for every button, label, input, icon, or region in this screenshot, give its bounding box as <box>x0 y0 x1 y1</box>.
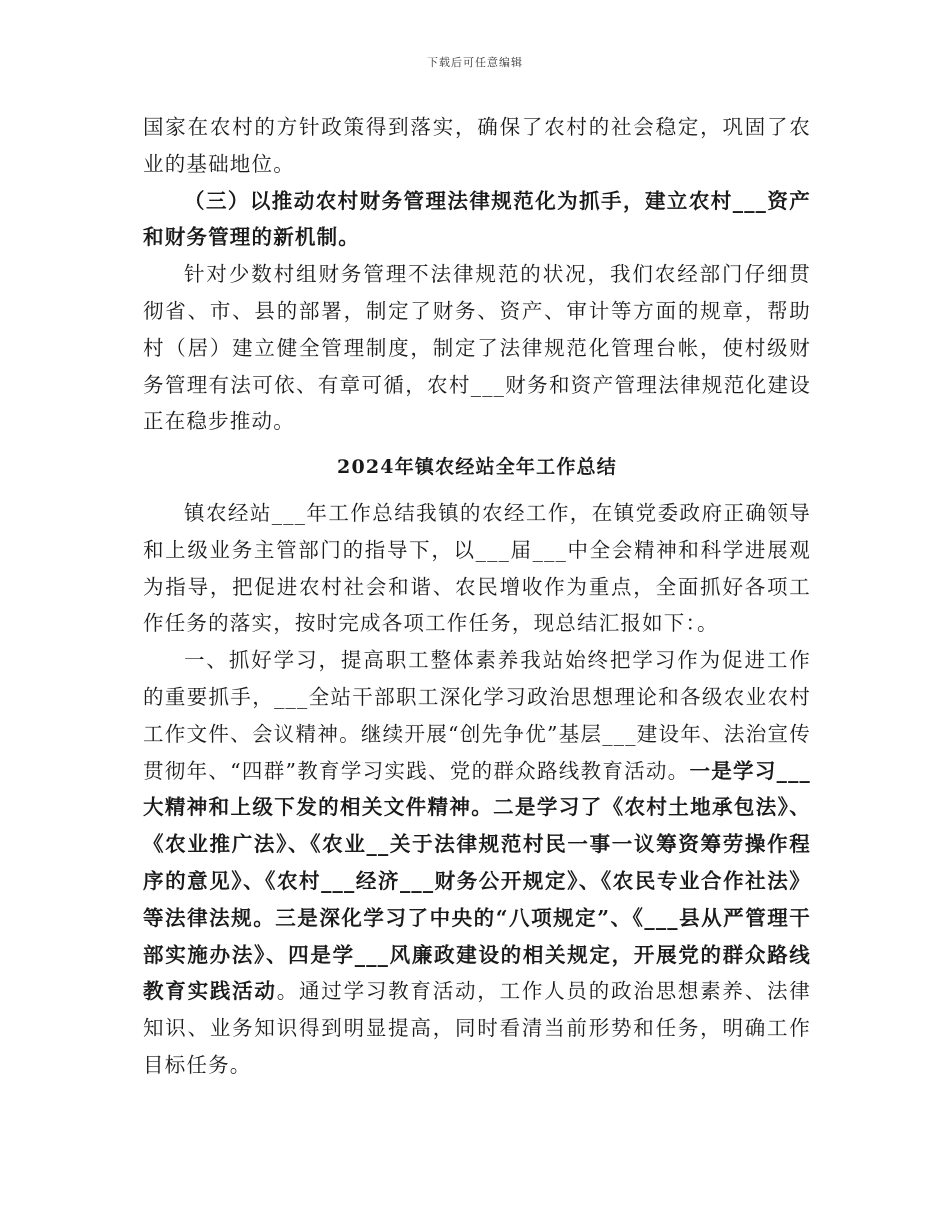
study-result-text: 。通过学习教育活动，工作人员的政治思想素养、法律知识、业务知识得到明显提高，同时看清当前形势和任务，明确工作目标任务。 <box>143 979 811 1077</box>
paragraph-continuation: 国家在农村的方针政策得到落实，确保了农村的社会稳定，巩固了农业的基础地位。 <box>143 115 811 176</box>
paragraph-study <box>143 642 811 1084</box>
section-heading-3: （三）以推动农村财务管理法律规范化为抓手，建立农村___资产和财务管理的新机制。 <box>143 188 811 250</box>
study-text: 一、抓好学习，提高职工整体素养我站始终把学习作为促进工作的重要抓手，___全站干部职工深化学习政治思想理论和各级农业农村工作文件、会议精神。继续开展“创先争优”基层___建设年、法治宣传贯彻年、“四群”教育学习实践、党的群众路线教育活动。 <box>143 648 811 783</box>
paragraph-finance-management: 针对少数村组财务管理不法律规范的状况，我们农经部门仔细贯彻省、市、县的部署，制定了财务、资产、审计等方面的规章，帮助村（居）建立健全管理制度，制定了法律规范化管理台帐，使村级财务管理有法可依、有章可循，农村___财务和资产管理法律规范化建设正在稳步推动。 <box>143 262 811 434</box>
study-items-bold: 一是学习___大精神和上级下发的相关文件精神。二是学习了《农村土地承包法》、《农业推广法》、《农业__关于法律规范村民一事一议筹资筹劳操作程序的意见》、《农村___经济___财务公开规定》、《农民专业合作社法》等法律法规。三是深化学习了中央的“八项规定”、《___县从严管理干部实施办法》、四是学___风廉政建设的相关规定，开展党的群众路线教育实践活动 <box>143 758 811 1004</box>
header-note: 下载后可任意编辑 <box>427 56 523 69</box>
document-title: 2024年镇农经站全年工作总结 <box>337 456 617 479</box>
paragraph-intro: 镇农经站___年工作总结我镇的农经工作，在镇党委政府正确领导和上级业务主管部门的指导下，以___届___中全会精神和科学进展观为指导，把促进农村社会和谐、农民增收作为重点，全面抓好各项工作任务的落实，按时完成各项工作任务，现总结汇报如下：。 <box>143 500 811 636</box>
document-body <box>143 109 811 1084</box>
